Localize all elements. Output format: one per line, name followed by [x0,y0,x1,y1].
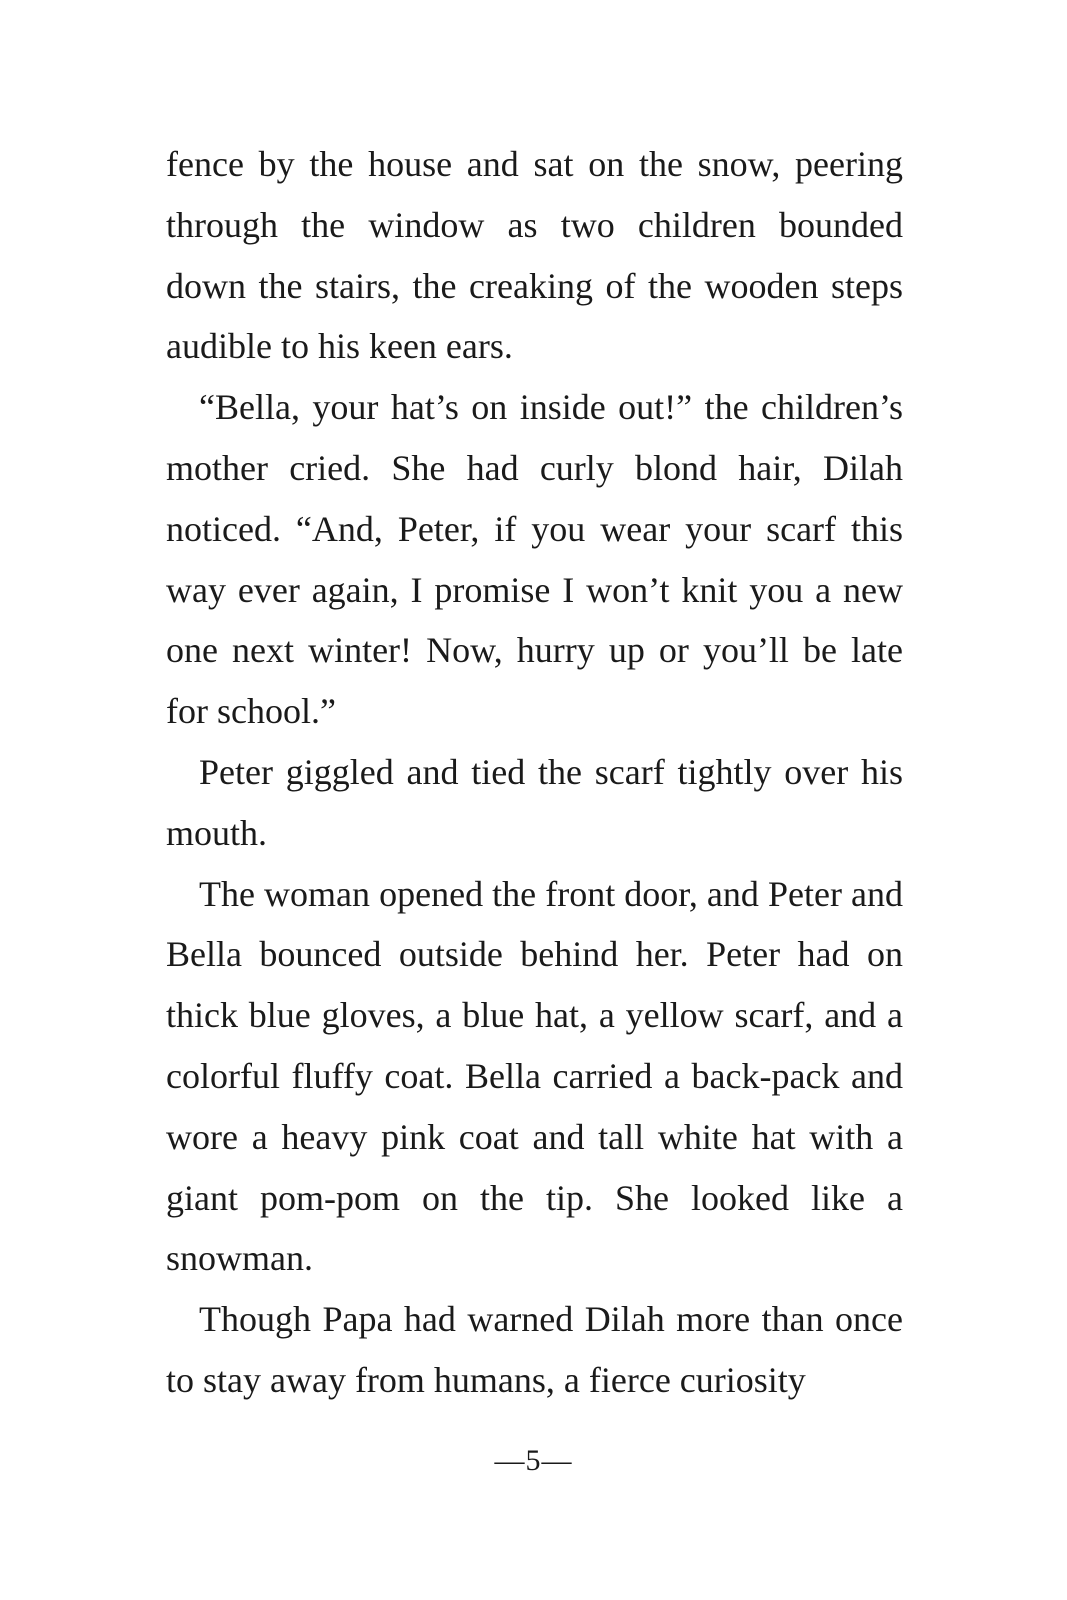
paragraph: The woman opened the front door, and Peter and Bella bounced outside behind her. Peter had on thick blue gloves, a blue hat, a yellow scarf, and a colorful fluffy coat. Bella carried a back-pack and wore a heavy pink coat and tall white hat with a giant pom-pom on the tip. She looked like a snowman. [166,873,903,1279]
page-body [166,134,903,1411]
paragraph: Though Papa had warned Dilah more than once to stay away from humans, a fierce curiosity [166,1299,903,1400]
paragraph: “Bella, your hat’s on inside out!” the children’s mother cried. She had curly blond hair, Dilah noticed. “And, Peter, if you wear your scarf this way ever again, I promise I won’t knit you a new one next winter! Now, hurry up or you’ll be late for school.” [166,387,903,732]
page-number: —5— [494,1444,573,1477]
paragraph-continued: fence by the house and sat on the snow, peering through the window as two children bounded down the stairs, the creaking of the wooden steps audible to his keen ears. [166,144,903,367]
paragraph: Peter giggled and tied the scarf tightly over his mouth. [166,751,903,853]
